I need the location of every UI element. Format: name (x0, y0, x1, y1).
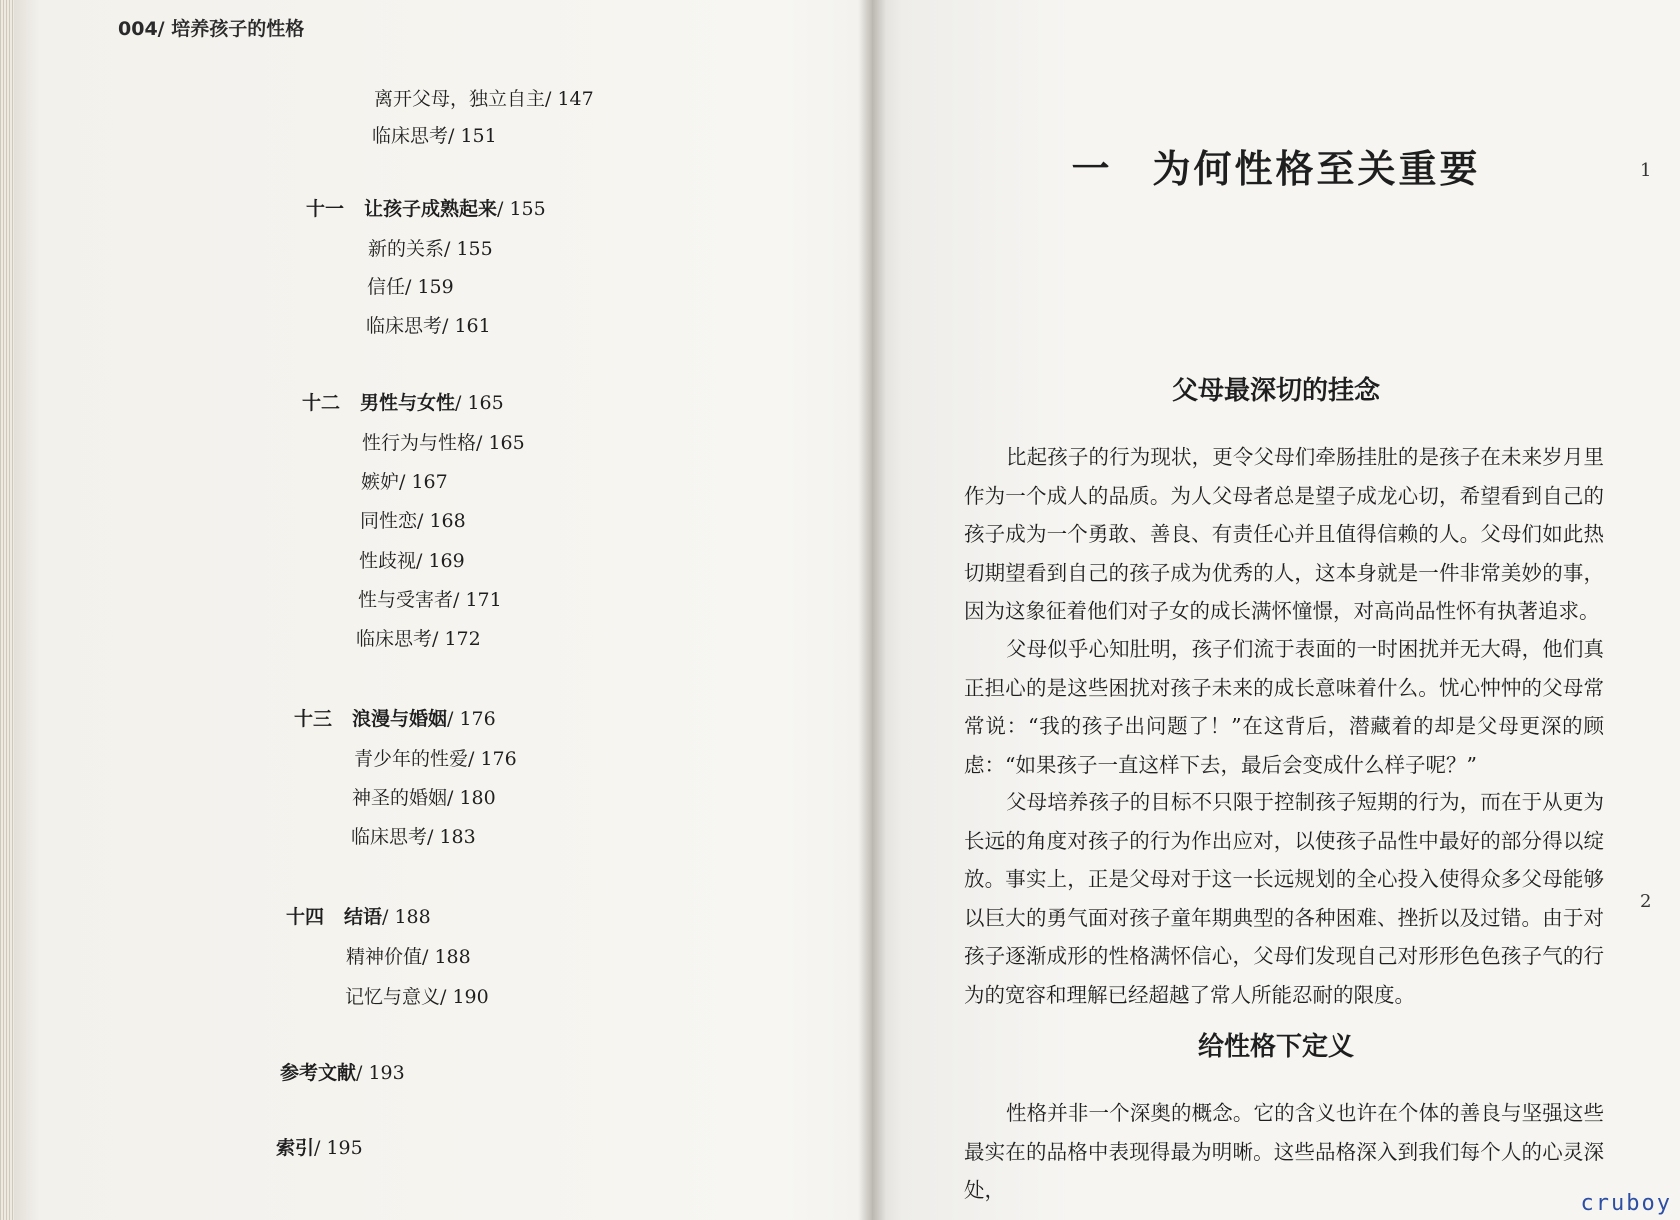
margin-note-number: 2 (1640, 891, 1652, 912)
chapter-heading: 为何性格至关重要 (1152, 147, 1481, 191)
right-page (872, 0, 1680, 1220)
section-heading: 父母最深切的挂念 (1171, 376, 1380, 406)
toc-entry: 离开父母，独立自主/ 147 (374, 88, 594, 110)
paragraph: 父母似乎心知肚明，孩子们流于表面的一时困扰并无大碍，他们真正担心的是这些困扰对孩子未来的成长意味着什么。忧心忡忡的父母常常说：“我的孩子出问题了！”在这背后，潜藏着的却是父母更深的顾虑：“如果孩子一直这样下去，最后会变成什么样子呢？” (964, 637, 1604, 777)
toc-entry: 精神价值/ 188 (346, 946, 471, 968)
toc-entry: 同性恋/ 168 (360, 510, 466, 532)
paragraph: 性格并非一个深奥的概念。它的含义也许在个体的善良与坚强这些最实在的品格中表现得最为明晰。这些品格深入到我们每个人的心灵深处， (964, 1101, 1604, 1202)
toc-entry: 临床思考/ 172 (356, 628, 481, 650)
watermark: cruboy (1580, 1191, 1672, 1216)
toc-chapter: 十一 让孩子成熟起来/ 155 (306, 198, 546, 220)
page-edge-stack (0, 0, 14, 1220)
toc-chapter: 十四 结语/ 188 (286, 906, 431, 928)
toc-entry: 临床思考/ 161 (366, 315, 491, 337)
toc-entry: 青少年的性爱/ 176 (354, 748, 517, 770)
toc-back-matter: 索引/ 195 (276, 1137, 363, 1159)
toc-entry: 性与受害者/ 171 (358, 589, 502, 611)
paragraph: 比起孩子的行为现状，更令父母们牵肠挂肚的是孩子在未来岁月里作为一个成人的品质。为人父母者总是望子成龙心切，希望看到自己的孩子成为一个勇敢、善良、有责任心并且值得信赖的人。父母们如此热切期望看到自己的孩子成为优秀的人，这本身就是一件非常美妙的事，因为这象征着他们对子女的成长满怀憧憬，对高尚品性怀有执著追求。 (964, 445, 1604, 623)
margin-note-number: 1 (1640, 160, 1652, 181)
toc-entry: 记忆与意义/ 190 (345, 986, 489, 1008)
toc-entry: 性行为与性格/ 165 (362, 432, 525, 454)
toc-back-matter: 参考文献/ 193 (280, 1062, 405, 1084)
running-head: 004/ 培养孩子的性格 (118, 18, 305, 40)
toc-entry: 临床思考/ 151 (372, 125, 497, 147)
toc-entry: 嫉妒/ 167 (361, 471, 448, 493)
section-heading: 给性格下定义 (1197, 1032, 1354, 1062)
toc-entry: 信任/ 159 (367, 276, 454, 298)
toc-entry: 神圣的婚姻/ 180 (352, 787, 496, 809)
book-gutter (858, 0, 886, 1220)
toc-chapter: 十二 男性与女性/ 165 (302, 392, 504, 414)
toc-entry: 临床思考/ 183 (351, 826, 476, 848)
toc-chapter: 十三 浪漫与婚姻/ 176 (294, 708, 496, 730)
paragraph: 父母培养孩子的目标不只限于控制孩子短期的行为，而在于从更为长远的角度对孩子的行为作出应对，以使孩子品性中最好的部分得以绽放。事实上，正是父母对于这一长远规划的全心投入使得众多父母能够以巨大的勇气面对孩子童年期典型的各种困难、挫折以及过错。由于对孩子逐渐成形的性格满怀信心，父母们发现自己对形形色色孩子气的行为的宽容和理解已经超越了常人所能忍耐的限度。 (964, 790, 1604, 1007)
toc-entry: 新的关系/ 155 (368, 238, 493, 260)
chapter-number: 一 (1071, 147, 1113, 191)
chapter-title (872, 138, 1680, 193)
toc-entry: 性歧视/ 169 (359, 550, 465, 572)
